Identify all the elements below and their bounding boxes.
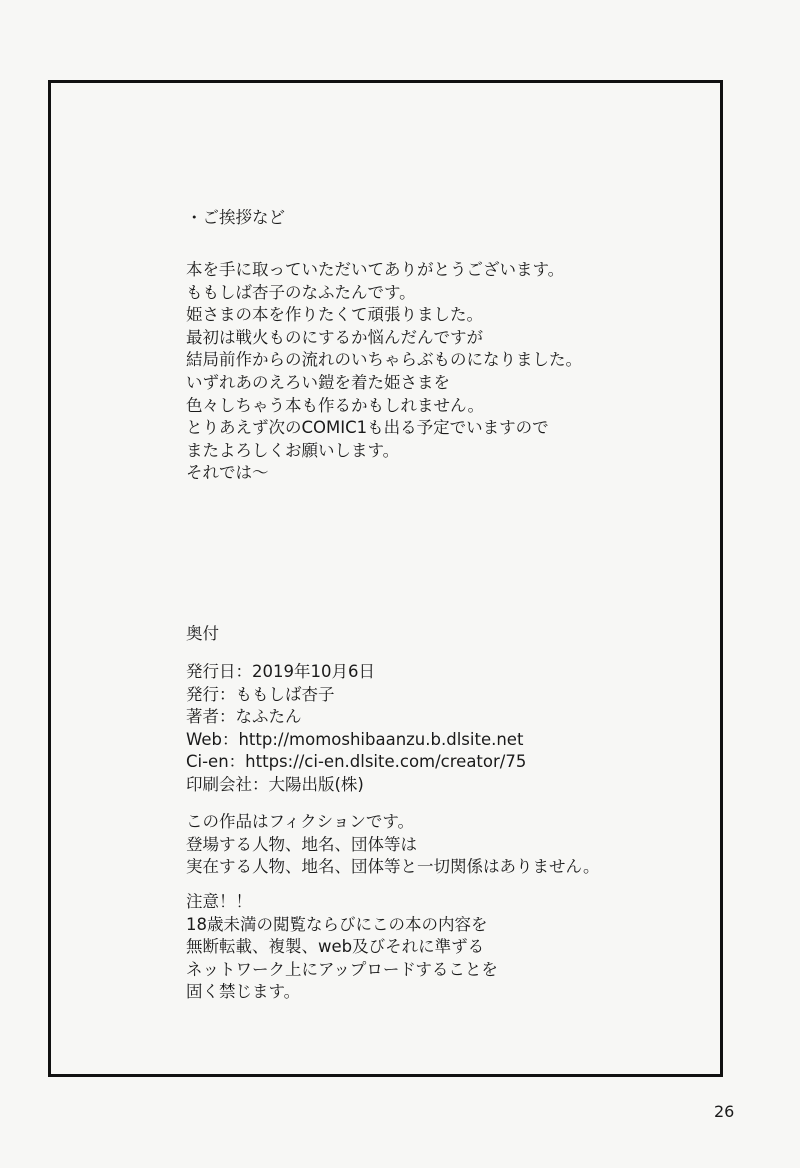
warning-title: 注意！！ bbox=[186, 892, 252, 911]
greeting-line: 結局前作からの流れのいちゃらぶものになりました。 bbox=[186, 350, 582, 370]
warning-line: ネットワーク上にアップロードすることを bbox=[186, 959, 498, 979]
ci-en-url: Ci-en：https://ci-en.dlsite.com/creator/75 bbox=[186, 752, 527, 772]
greeting-line: 色々しちゃう本も作るかもしれません。 bbox=[186, 395, 484, 415]
publication-date: 発行日：2019年10月6日 bbox=[186, 662, 375, 681]
fiction-line: 登場する人物、地名、団体等は bbox=[186, 834, 417, 854]
printing-company: 印刷会社：大陽出版(株) bbox=[186, 774, 364, 794]
greeting-line: またよろしくお願いします。 bbox=[186, 440, 400, 460]
page-number: 26 bbox=[714, 1102, 735, 1121]
colophon-heading: 奥付 bbox=[186, 624, 219, 643]
warning-line: 18歳未満の閲覧ならびにこの本の内容を bbox=[186, 914, 488, 934]
greeting-line: 本を手に取っていただいてありがとうございます。 bbox=[186, 260, 565, 279]
warning-line: 無断転載、複製、web及びそれに準ずる bbox=[186, 937, 485, 957]
author: 著者：なふたん bbox=[186, 707, 302, 727]
greeting-line: 最初は戦火ものにするか悩んだんですが bbox=[186, 327, 483, 347]
fiction-line: 実在する人物、地名、団体等と一切関係はありません。 bbox=[186, 857, 600, 877]
greeting-line: いずれあのえろい鎧を着た姫さまを bbox=[186, 372, 450, 392]
greeting-line: 姫さまの本を作りたくて頑張りました。 bbox=[186, 305, 483, 325]
fiction-line: この作品はフィクションです。 bbox=[186, 812, 415, 831]
warning-line: 固く禁じます。 bbox=[186, 982, 301, 1002]
greeting-line: それでは〜 bbox=[186, 463, 269, 483]
fiction-notice bbox=[186, 811, 600, 879]
publisher: 発行：ももしば杏子 bbox=[186, 684, 335, 704]
warning-notice bbox=[186, 891, 498, 1004]
greeting-heading: ・ご挨拶など bbox=[186, 208, 285, 227]
greeting-line: ももしば杏子のなふたんです。 bbox=[186, 282, 416, 302]
greeting-body bbox=[186, 259, 582, 485]
greeting-line: とりあえず次のCOMIC1も出る予定でいますので bbox=[186, 418, 549, 438]
website-url: Web：http://momoshibaanzu.b.dlsite.net bbox=[186, 729, 524, 749]
colophon-info bbox=[186, 661, 526, 797]
